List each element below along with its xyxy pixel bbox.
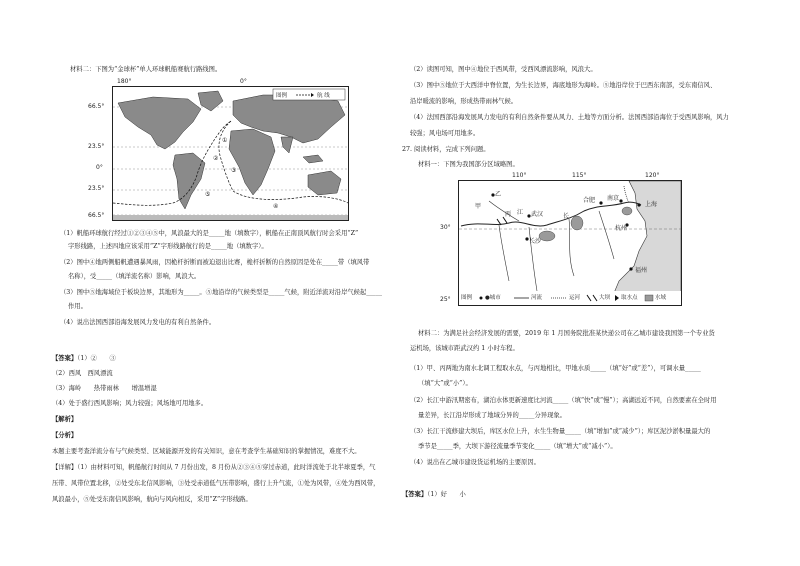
left-q1a: （1）帆船环球航行经过①②③④⑤中，风浪最大的是_____地（填数字），帆船在正南顶风航行时会采用“Z” (60, 230, 359, 237)
left-q1b: 字形线路，上述四地应该采用“Z”字形线路航行的是_____地（填数字）。 (68, 243, 268, 250)
analysis-line-2: 【详解】（1）由材料可知，帆船航行时间从 7 月份出发，8 月份从②③④⑤穿过赤道，此时洋流处于北半球夏季，气 (52, 464, 376, 471)
analysis-line-1: 本题主要考查洋流分布与气候类型、区域能源开发的有关知识，意在考查学生基础知识的掌握情况，难度不大。 (52, 448, 361, 455)
q27-title: 27. 阅读材料，完成下列问题。 (402, 146, 490, 153)
analysis-line-4: 风浪最小，⑤处受东南信风影响，航向与风向相反，采用“Z”字形线路。 (52, 496, 252, 503)
place-jiang: 江 (517, 209, 524, 216)
right-q3b: 季节是_____季，大坝下游径流量季节变化_____（填“增大”或“减小”）。 (418, 443, 617, 450)
place-shanghai: 上海 (645, 201, 658, 208)
left-answer-row (52, 355, 116, 363)
map-lon-0: 0° (240, 78, 247, 85)
china-region-map (440, 170, 690, 316)
route-point-3: ③ (231, 167, 237, 174)
china-map-frame (458, 180, 682, 306)
legend-intake: 取水点 (621, 295, 638, 301)
right-top-2: （3）图中⑤地位于大西洋中脊位置，为生长边界，海底地形为海岭。⑤地沿岸位于巴西东南部，受东南信风、 (410, 82, 717, 89)
legend-canal: 运河 (569, 295, 581, 301)
route-point-1: ① (222, 137, 228, 144)
left-q4: （4）说出法国西部沿海发展风力发电的有利自然条件。 (60, 319, 216, 326)
left-q3a: （3）图中⑤地海域位于板块边界，其地形为_____。⑤地沿岸的气候类型是_____气候，附近洋流对沿岸气候起_____ (60, 289, 382, 296)
world-map-svg (113, 87, 348, 220)
cmap-lat-30: 30° (440, 224, 451, 231)
left-answer-4: （4）处于盛行西风影响；风力较强；风场地可用地多。 (52, 400, 208, 407)
place-wuhan: 武汉 (531, 211, 544, 218)
right-answer-row (402, 491, 466, 499)
legend-city: ●城市 (485, 295, 501, 301)
legend-river: 河流 (531, 295, 543, 301)
right-q2a: （2）长江中游汛期密布，湖泊水体更新速度比河流_____（填“快”或“慢”）；高湖远近不同，自然要素在全时用 (410, 397, 717, 404)
right-top-3: 沿岸暖流的影响，形成热带雨林气候。 (410, 98, 518, 105)
legend-dam: 大坝 (599, 295, 611, 301)
right-q4: （4）说出在乙城市建设货运机场的主要原因。 (410, 459, 540, 466)
place-bing: 丙 (505, 211, 512, 218)
right-top-4: （4）法国西部沿海发展风力发电的有利自然条件要从风力、土地等方面分析。法国西部沿海位于受西风影响，风力 (410, 114, 729, 121)
fenxi-label: 【分析】 (52, 432, 78, 439)
material2-intro: 材料二：下图为“金球杯”单人环球帆船赛航行路线图。 (70, 66, 222, 73)
place-chang: 长 (563, 213, 570, 220)
cmap-lat-25: 25° (440, 296, 451, 303)
place-hangzhou: 杭州 (615, 225, 628, 232)
place-yi: 乙 (495, 191, 502, 198)
left-answer-2: （2）西风 西风漂流 (52, 370, 113, 377)
right-q1b: （填“大”或“小”）。 (418, 380, 472, 387)
material1-intro: 材料一：下图为我国部分区域略图。 (418, 161, 519, 168)
map-lat-665s: 66.5° (88, 212, 105, 219)
cmap-legend-label: 图例 (461, 295, 473, 301)
left-answer-3: （3）海岭 热带雨林 增温增湿 (52, 385, 157, 392)
left-answer-1: （1）② ③ (77, 355, 116, 362)
map-lon-180: 180° (117, 78, 132, 85)
right-answer-label: 【答案】 (402, 491, 428, 498)
place-jia: 甲 (475, 203, 482, 210)
right-top-1: （2）读图可知，图中④地位于西风带，受西风漂流影响，风浪大。 (410, 66, 597, 73)
analysis-line-3: 压带、风带位置北移，②处受东北信风影响，③处受赤道低气压带影响，盛行上升气流，①处为风带，④处为西风带， (52, 480, 380, 487)
world-legend-label: 图例 (276, 93, 288, 99)
left-answer-label: 【答案】 (52, 355, 78, 362)
place-hefei: 合肥 (583, 197, 596, 204)
route-point-4: ④ (273, 203, 279, 210)
right-q1a: （1）甲、丙两地为南水北调工程取水点，与丙地相比，甲地水质_____（填“好”或“差”），可调水量_____ (410, 365, 701, 372)
left-q2b: 名称），受_____（填洋流名称）影响，风浪大。 (68, 273, 201, 280)
right-answer-1: （1）好 小 (427, 491, 466, 498)
route-point-2: ② (213, 155, 219, 162)
right-q3a: （3）长江干流修建大坝后，库区水位上升，水生生物量_____（填“增加”或“减少”）；库区泥沙淤积量最大的 (410, 428, 711, 435)
world-map-frame (112, 86, 349, 221)
map-lat-235n: 23.5° (88, 143, 105, 150)
cmap-lon-110: 110° (512, 172, 527, 179)
map-lat-0: 0° (96, 164, 103, 171)
legend-water: 水域 (655, 295, 667, 301)
left-q3b: 作用。 (68, 303, 87, 310)
left-q2a: （2）图中④地两侧船帆遭遇暴风雨，因桅杆折断而被迫退出比赛，桅杆折断的自然原因是处在_____带（填风带 (60, 259, 370, 266)
right-top-5: 较强；风电场可用地多。 (410, 130, 480, 137)
map-lat-235s: 23.5° (88, 185, 105, 192)
world-legend-route: 航 线 (317, 93, 330, 99)
place-changsha: 长沙 (529, 238, 542, 245)
map-lat-665n: 66.5° (88, 103, 105, 110)
place-fuzhou: 福州 (635, 267, 648, 274)
material2-line-2: 运机场，该城市距武汉约 1 小时车程。 (410, 345, 519, 352)
analysis-label: 【解析】 (52, 416, 78, 423)
right-q2b: 量差异，长江沿岸形成了地域分异的_____分异现象。 (418, 412, 566, 419)
cmap-lon-115: 115° (572, 172, 587, 179)
world-route-map (60, 76, 360, 226)
route-point-5: ⑤ (205, 191, 211, 198)
material2-line-1: 材料二：为满足社会经济发展的需要，2019 年 1 月国务院批准某快递公司在乙城市建设我国第一个专业货 (418, 330, 715, 337)
place-nanjing: 南京 (607, 195, 620, 202)
cmap-lon-120: 120° (645, 172, 660, 179)
